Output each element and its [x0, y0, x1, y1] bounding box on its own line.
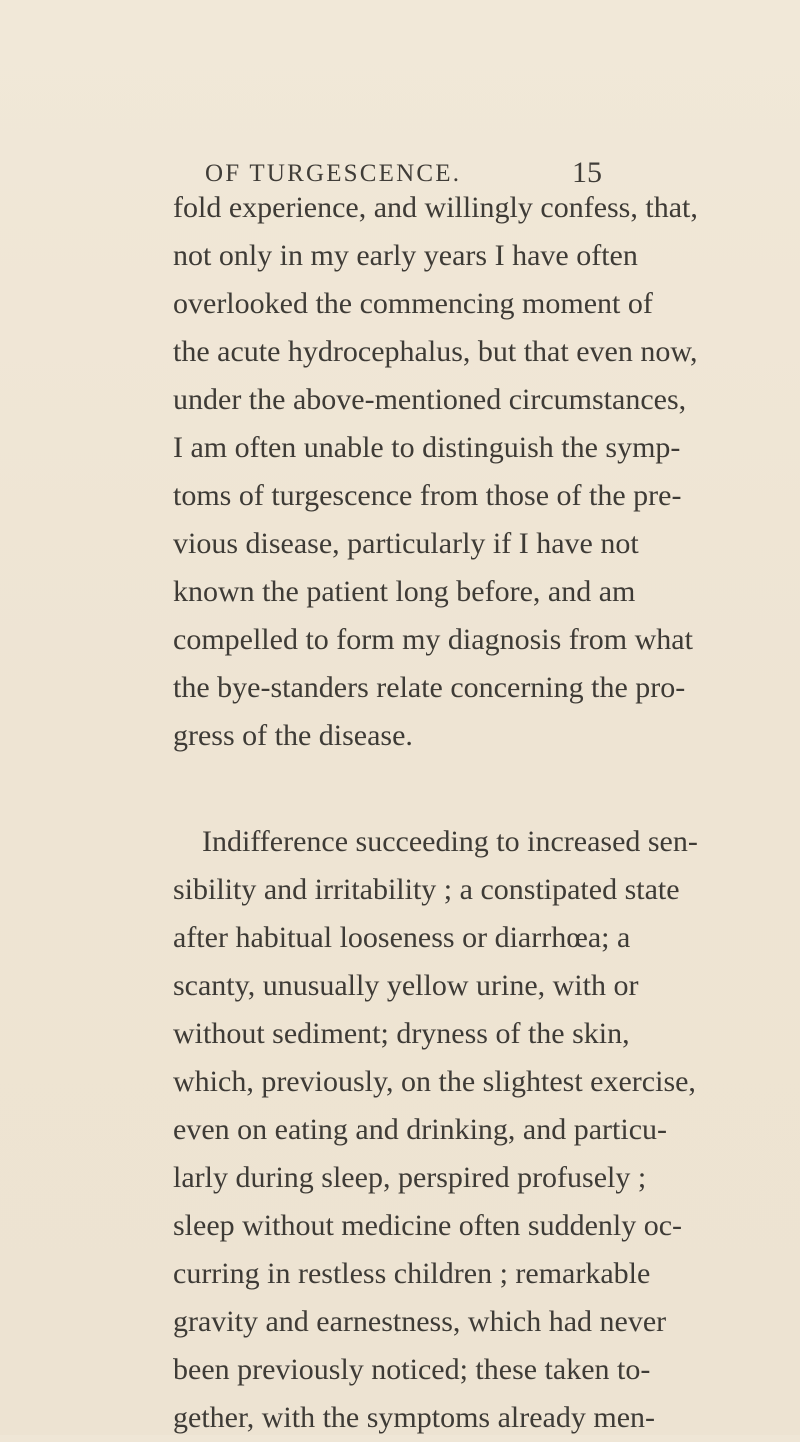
text-line: under the above-mentioned circumstances,	[173, 383, 687, 416]
text-line: even on eating and drinking, and particu-	[173, 1113, 668, 1146]
text-line: Indifference succeeding to increased sen-	[202, 825, 698, 858]
page-number: 15	[572, 156, 602, 189]
paragraph-gap	[173, 760, 628, 818]
text-line: sleep without medicine often suddenly oc-	[173, 1209, 683, 1242]
body-text	[173, 184, 698, 1442]
text-line: larly during sleep, perspired profusely ;	[173, 1161, 647, 1194]
text-line: sibility and irritability ; a constipated state	[173, 873, 680, 906]
text-line: compelled to form my diagnosis from what	[173, 623, 693, 656]
text-line: without sediment; dryness of the skin,	[173, 1017, 630, 1050]
text-line: the acute hydrocephalus, but that even now,	[173, 335, 698, 368]
text-line: gress of the disease.	[173, 719, 413, 752]
text-line: known the patient long before, and am	[173, 575, 636, 608]
running-head: OF TURGESCENCE.	[205, 160, 462, 187]
text-line: after habitual looseness or diarrhœa; a	[173, 921, 631, 954]
text-line: scanty, unusually yellow urine, with or	[173, 969, 639, 1002]
text-line: fold experience, and willingly confess, that,	[173, 191, 698, 224]
text-line: toms of turgescence from those of the pre-	[173, 479, 682, 512]
text-line: the bye-standers relate concerning the pro-	[173, 671, 686, 704]
text-line: which, previously, on the slightest exercise,	[173, 1065, 696, 1098]
text-line: I am often unable to distinguish the symp-	[173, 431, 681, 464]
text-line: vious disease, particularly if I have not	[173, 527, 639, 560]
text-line: curring in restless children ; remarkable	[173, 1257, 651, 1290]
text-line: been previously noticed; these taken to-	[173, 1353, 651, 1386]
text-line: overlooked the commencing moment of	[173, 287, 653, 320]
paragraph-2	[173, 818, 698, 1442]
text-line: gravity and earnestness, which had never	[173, 1305, 667, 1338]
text-line: gether, with the symptoms already men-	[173, 1401, 656, 1434]
text-line: not only in my early years I have often	[173, 239, 638, 272]
paragraph-1	[173, 184, 698, 760]
